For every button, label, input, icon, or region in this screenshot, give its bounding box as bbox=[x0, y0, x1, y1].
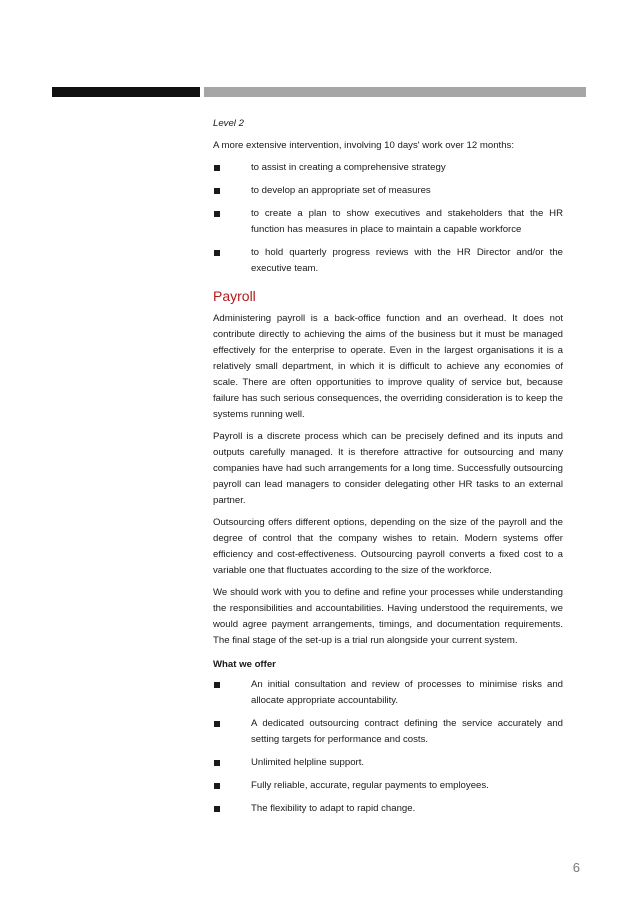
list-item-text: The flexibility to adapt to rapid change. bbox=[251, 803, 416, 814]
paragraph: Payroll is a discrete process which can be precisely defined and its inputs and outputs carefully managed. It is therefore attractive for outsourcing and many companies have had such arrangements for a long time. Successfully outsourcing payroll can lead managers to consider delegating other HR tasks to an external partner. bbox=[213, 431, 563, 506]
level-label: Level 2 bbox=[213, 118, 244, 129]
list-item bbox=[213, 160, 563, 176]
page-number: 6 bbox=[572, 860, 580, 875]
list-item bbox=[213, 183, 563, 199]
square-bullet-icon bbox=[214, 250, 220, 256]
page-content bbox=[213, 116, 563, 824]
paragraph: Administering payroll is a back-office function and an overhead. It does not contribute directly to achieving the aims of the business but it must be managed effectively for the enterprise to operate. Even in the largest organisations it is a relatively small department, in which it is difficult to achieve any economies of scale. There are often opportunities to improve quality of service but, because failure has such serious consequences, the overriding consideration is to keep the systems running well. bbox=[213, 313, 563, 420]
list-item bbox=[213, 206, 563, 238]
square-bullet-icon bbox=[214, 783, 220, 789]
subheading-what-we-offer: What we offer bbox=[213, 659, 276, 670]
square-bullet-icon bbox=[214, 721, 220, 727]
section-heading-payroll: Payroll bbox=[213, 288, 256, 304]
list-item bbox=[213, 716, 563, 748]
square-bullet-icon bbox=[214, 211, 220, 217]
list-item bbox=[213, 677, 563, 709]
paragraph: We should work with you to define and refine your processes while understanding the responsibilities and accountabilities. Having understood the requirements, we would agree payment arrangements, timings, and documentation requirements. The final stage of the set-up is a trial run alongside your current system. bbox=[213, 587, 563, 646]
offer-bullet-list bbox=[213, 677, 563, 817]
list-item-text: to develop an appropriate set of measures bbox=[251, 185, 431, 196]
level-intro: A more extensive intervention, involving 10 days' work over 12 months: bbox=[213, 140, 514, 151]
square-bullet-icon bbox=[214, 188, 220, 194]
square-bullet-icon bbox=[214, 165, 220, 171]
list-item-text: to create a plan to show executives and stakeholders that the HR function has measures in place to maintain a capable workforce bbox=[251, 208, 563, 235]
list-item bbox=[213, 245, 563, 277]
square-bullet-icon bbox=[214, 806, 220, 812]
square-bullet-icon bbox=[214, 760, 220, 766]
paragraph: Outsourcing offers different options, depending on the size of the payroll and the degree of control that the company wishes to retain. Modern systems offer efficiency and cost-effectiveness. Outsourcing payroll converts a fixed cost to a variable one that fluctuates according to the size of the workforce. bbox=[213, 517, 563, 576]
list-item-text: A dedicated outsourcing contract defining the service accurately and setting targets for performance and costs. bbox=[251, 718, 563, 745]
list-item bbox=[213, 801, 563, 817]
list-item-text: to hold quarterly progress reviews with the HR Director and/or the executive team. bbox=[251, 247, 563, 274]
list-item bbox=[213, 778, 563, 794]
list-item-text: Unlimited helpline support. bbox=[251, 757, 365, 768]
level-bullet-list bbox=[213, 160, 563, 277]
header-bar-dark bbox=[52, 87, 200, 97]
list-item-text: to assist in creating a comprehensive strategy bbox=[251, 162, 446, 173]
square-bullet-icon bbox=[214, 682, 220, 688]
list-item bbox=[213, 755, 563, 771]
list-item-text: An initial consultation and review of processes to minimise risks and allocate appropriate accountability. bbox=[251, 679, 563, 706]
list-item-text: Fully reliable, accurate, regular payments to employees. bbox=[251, 780, 489, 791]
header-bar-gray bbox=[204, 87, 586, 97]
